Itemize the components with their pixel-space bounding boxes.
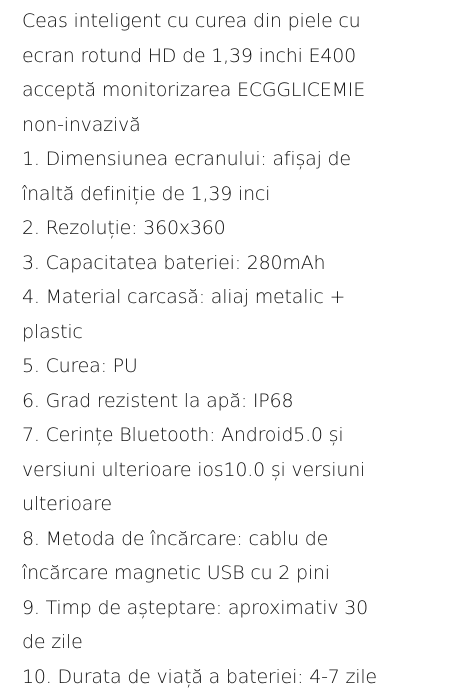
spec-line-resolution: 2. Rezoluție: 360x360 — [22, 217, 226, 239]
description-line: non-invazivă — [22, 113, 141, 136]
spec-line-battery-capacity: 3. Capacitatea bateriei: 280mAh — [22, 251, 326, 274]
spec-line-screen-size: 1. Dimensiunea ecranului: afișaj de — [22, 148, 351, 170]
spec-line-standby-cont: de zile — [22, 631, 83, 653]
spec-line-water-resistance: 6. Grad rezistent la apă: IP68 — [22, 389, 294, 412]
spec-line-bluetooth-cont-2: ulterioare — [22, 493, 112, 515]
description-line: acceptă monitorizarea ECGGLICEMIE — [22, 79, 365, 101]
spec-line-screen-size-cont: înaltă definiție de 1,39 inci — [22, 182, 271, 205]
spec-line-bluetooth-cont: versiuni ulterioare ios10.0 și versiuni — [22, 458, 366, 481]
spec-line-battery-life: 10. Durata de viață a bateriei: 4-7 zile — [22, 665, 377, 688]
description-line: Ceas inteligent cu curea din piele cu — [22, 10, 361, 32]
spec-line-case-material-cont: plastic — [22, 320, 83, 343]
spec-line-bluetooth: 7. Cerințe Bluetooth: Android5.0 și — [22, 424, 344, 446]
spec-line-case-material: 4. Material carcasă: aliaj metalic + — [22, 286, 346, 308]
spec-line-charging-cont: încărcare magnetic USB cu 2 pini — [22, 562, 330, 584]
product-description — [22, 4, 458, 694]
description-line: ecran rotund HD de 1,39 inchi E400 — [22, 44, 357, 67]
spec-line-standby: 9. Timp de așteptare: aproximativ 30 — [22, 596, 369, 619]
spec-line-charging: 8. Metoda de încărcare: cablu de — [22, 527, 329, 550]
spec-line-strap: 5. Curea: PU — [22, 355, 138, 377]
